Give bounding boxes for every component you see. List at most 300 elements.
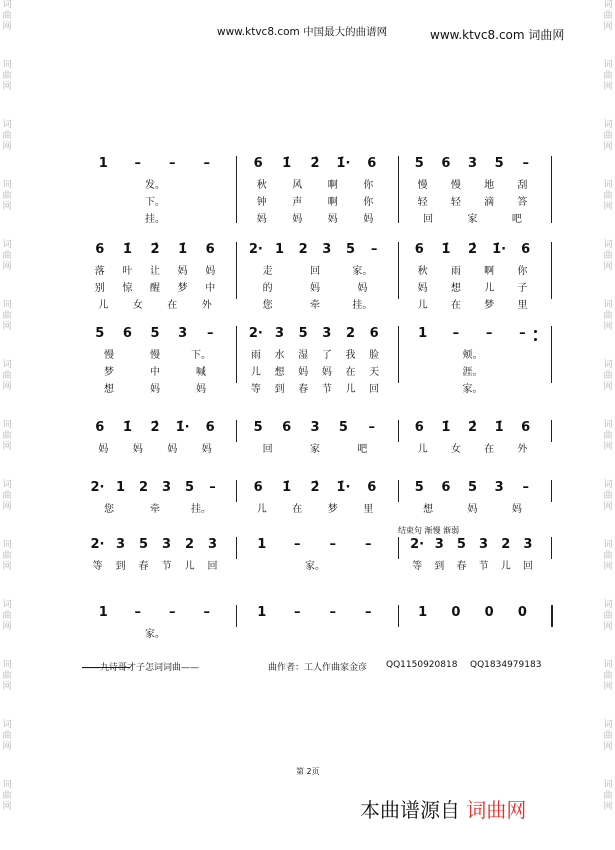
watermark-char: 词 <box>2 300 12 310</box>
lyric-char: 梦 <box>104 367 114 378</box>
note: 1 <box>274 242 285 257</box>
lyric-char: 妈 <box>363 214 374 225</box>
lyric-char: 儿 <box>250 367 261 378</box>
note: 2· <box>90 480 105 495</box>
lyric-char: 颊。 <box>462 350 483 361</box>
lyric-char: 妈 <box>167 444 178 455</box>
watermark-group <box>601 780 615 840</box>
lyric-char: 牵 <box>150 504 160 515</box>
lyric-char: 吧 <box>511 214 522 225</box>
watermark-char: 词 <box>2 480 12 490</box>
lyric-line <box>406 346 539 360</box>
source-site-link[interactable]: 词曲网 <box>466 798 527 822</box>
lyric-char: 节 <box>161 561 172 572</box>
watermark-char: 曲 <box>2 131 12 141</box>
watermark-char: 网 <box>603 622 613 632</box>
note: 1 <box>418 326 428 341</box>
watermark-char: 词 <box>603 780 613 790</box>
lyric-line <box>86 210 224 224</box>
watermark-char: 词 <box>2 720 12 730</box>
lyric-char: 秋 <box>256 180 267 191</box>
lyric-char: 你 <box>363 197 374 208</box>
watermark-char: 曲 <box>2 191 12 201</box>
lyric-char: 儿 <box>345 384 356 395</box>
watermark-char: 曲 <box>2 11 12 21</box>
bar-line <box>236 537 237 559</box>
lyric-line <box>244 500 386 514</box>
score-system <box>86 480 551 515</box>
note: 6 <box>369 326 379 341</box>
note: 2̇ <box>467 420 478 435</box>
bar-line <box>551 537 552 559</box>
lyric-char: 走 <box>262 266 273 277</box>
note: 6 <box>282 420 292 435</box>
note: – <box>522 156 529 171</box>
lyric-char: 雨 <box>250 350 261 361</box>
watermark-group <box>0 660 14 720</box>
note: 1 <box>257 537 267 552</box>
watermark-char: 词 <box>603 360 613 370</box>
watermark-group <box>0 360 14 420</box>
lyric-char: 啊 <box>327 180 338 191</box>
footer-qq-2: QQ1834979183 <box>470 660 542 670</box>
lyric-line <box>244 363 386 377</box>
note: 3 <box>161 537 172 552</box>
lyric-char: 妈 <box>321 367 332 378</box>
note: 2̇ <box>467 242 478 257</box>
watermark-group <box>601 480 615 540</box>
watermark-char: 词 <box>2 0 12 10</box>
lyric-char: 到 <box>434 561 445 572</box>
lyric-char: 下。 <box>191 350 211 361</box>
bar-line <box>551 420 552 442</box>
bar-line <box>398 537 399 559</box>
note-row <box>244 605 386 621</box>
note: – <box>370 242 378 257</box>
lyric-char: 儿 <box>256 504 267 515</box>
note: 5 <box>338 420 348 435</box>
note-row <box>86 242 224 258</box>
repeat-sign <box>534 326 548 346</box>
watermark-char: 网 <box>2 502 12 512</box>
note: 2 <box>298 242 308 257</box>
watermark-char: 曲 <box>603 251 613 261</box>
lyric-line <box>86 380 224 394</box>
watermark-char: 词 <box>603 240 613 250</box>
bar-line <box>551 480 552 502</box>
watermark-char: 词 <box>2 120 12 130</box>
lyric-char: 等 <box>92 561 103 572</box>
header-site-link[interactable]: www.ktvc8.com 词曲网 <box>430 28 565 42</box>
watermark-char: 曲 <box>603 371 613 381</box>
footer-credit: ——九诗哥才子怎词词曲—— <box>82 663 200 673</box>
note-row <box>86 480 224 496</box>
note: 5 <box>298 326 308 341</box>
lyric-char: 梦 <box>484 300 495 311</box>
lyric-line <box>244 210 386 224</box>
watermark-char: 曲 <box>2 371 12 381</box>
lyric-char: 子 <box>517 283 528 294</box>
lyric-char: 家。 <box>305 561 325 572</box>
lyric-line <box>406 262 539 276</box>
lyric-char: 妈 <box>132 444 143 455</box>
note: 5 <box>138 537 149 552</box>
note: 3 <box>322 242 332 257</box>
lyric-char: 儿 <box>500 561 511 572</box>
note: – <box>368 420 376 435</box>
note: – <box>522 480 529 495</box>
watermark-char: 网 <box>603 142 613 152</box>
lyric-char: 妈 <box>357 283 368 294</box>
watermark-char: 曲 <box>2 731 12 741</box>
note-row <box>86 420 224 436</box>
lyric-char: 家。 <box>462 384 483 395</box>
lyric-char: 喊 <box>196 367 206 378</box>
lyric-char: 回 <box>369 384 380 395</box>
lyric-char: 节 <box>478 561 489 572</box>
lyric-char: 雨 <box>450 266 461 277</box>
bar-line <box>236 242 237 299</box>
watermark-group <box>601 180 615 240</box>
lyric-char: 家 <box>467 214 478 225</box>
lyric-line <box>86 193 224 207</box>
note: 3 <box>322 326 332 341</box>
lyric-line <box>244 625 386 639</box>
lyric-char: 您 <box>104 504 114 515</box>
lyric-line <box>244 262 386 276</box>
note: – <box>134 156 141 171</box>
score-system <box>86 156 551 231</box>
lyric-char: 慢 <box>417 180 428 191</box>
lyric-char: 妈 <box>310 283 320 294</box>
note: 6 <box>367 156 377 171</box>
lyric-char: 发。 <box>145 180 165 191</box>
lyric-char: 挂。 <box>352 300 373 311</box>
note: 6 <box>521 420 531 435</box>
note: 2̇ <box>150 242 160 257</box>
lyric-char: 到 <box>274 384 285 395</box>
lyric-line <box>406 557 539 571</box>
watermark-char: 曲 <box>603 131 613 141</box>
watermark-char: 网 <box>2 622 12 632</box>
score-system <box>86 326 551 395</box>
watermark-char: 网 <box>603 502 613 512</box>
note-row <box>86 326 224 342</box>
note: – <box>329 605 336 620</box>
watermark-group <box>0 540 14 600</box>
lyric-char: 女 <box>132 300 143 311</box>
watermark-char: 网 <box>603 322 613 332</box>
note: 3 <box>310 420 320 435</box>
lyric-char: 女 <box>450 444 461 455</box>
lyric-char: 妈 <box>327 214 338 225</box>
note: – <box>365 605 372 620</box>
watermark-char: 曲 <box>603 611 613 621</box>
note: – <box>203 605 210 620</box>
note: 5 <box>184 480 195 495</box>
note: 5 <box>150 326 160 341</box>
note: 5 <box>414 480 424 495</box>
lyric-char: 节 <box>321 384 332 395</box>
note: 3 <box>178 326 188 341</box>
lyric-char: 醒 <box>150 283 160 294</box>
note: 2· <box>248 242 263 257</box>
lyric-line <box>406 500 539 514</box>
watermark-char: 曲 <box>2 671 12 681</box>
lyric-char: 儿 <box>98 300 109 311</box>
watermark-left-column <box>0 0 14 850</box>
lyric-line <box>244 557 386 571</box>
score-system <box>86 605 551 640</box>
lyric-char: 挂。 <box>191 504 211 515</box>
lyric-line <box>244 440 386 454</box>
bar-line <box>551 156 552 223</box>
note: 2 <box>138 480 149 495</box>
note: 1̇ <box>122 420 132 435</box>
watermark-char: 词 <box>2 360 12 370</box>
note: 3 <box>479 537 489 552</box>
note: 0 <box>484 605 494 620</box>
note: 1̇ <box>122 242 132 257</box>
watermark-char: 网 <box>2 322 12 332</box>
note: 1̇· <box>175 420 190 435</box>
lyric-line <box>244 380 386 394</box>
note: 1̇ <box>494 420 504 435</box>
watermark-char: 曲 <box>603 311 613 321</box>
note: 3 <box>467 156 478 171</box>
lyric-line <box>406 176 539 190</box>
note: 3 <box>161 480 172 495</box>
watermark-char: 网 <box>2 22 12 32</box>
note: 6 <box>441 156 451 171</box>
lyric-char: 回 <box>310 266 320 277</box>
watermark-char: 网 <box>603 802 613 812</box>
note: 6 <box>205 242 215 257</box>
lyric-char: 别 <box>94 283 105 294</box>
watermark-char: 网 <box>2 442 12 452</box>
lyric-char: 涯。 <box>462 367 483 378</box>
note: 5 <box>345 242 356 257</box>
note: 1̇ <box>178 242 188 257</box>
note: 0 <box>517 605 527 620</box>
lyric-char: 轻 <box>450 197 461 208</box>
lyric-char: 外 <box>201 300 212 311</box>
watermark-char: 网 <box>2 382 12 392</box>
note-row <box>244 242 386 258</box>
watermark-char: 曲 <box>2 311 12 321</box>
lyric-char: 妈 <box>150 384 160 395</box>
watermark-char: 网 <box>2 262 12 272</box>
note: 2 <box>501 537 511 552</box>
lyric-char: 家。 <box>352 266 373 277</box>
watermark-char: 网 <box>603 742 613 752</box>
watermark-group <box>0 780 14 840</box>
lyric-line <box>86 440 224 454</box>
watermark-char: 网 <box>603 682 613 692</box>
lyric-char: 你 <box>363 180 374 191</box>
lyric-char: 妈 <box>205 266 216 277</box>
lyric-char: 滴 <box>484 197 495 208</box>
bar-line <box>398 420 399 442</box>
watermark-char: 网 <box>2 682 12 692</box>
watermark-char: 曲 <box>603 731 613 741</box>
lyric-char: 妈 <box>256 214 267 225</box>
watermark-char: 曲 <box>603 71 613 81</box>
watermark-char: 网 <box>603 82 613 92</box>
lyric-char: 湿 <box>298 350 309 361</box>
watermark-char: 网 <box>603 22 613 32</box>
watermark-char: 曲 <box>603 551 613 561</box>
watermark-char: 网 <box>2 802 12 812</box>
watermark-char: 词 <box>603 180 613 190</box>
watermark-char: 词 <box>603 0 613 10</box>
watermark-group <box>0 600 14 660</box>
note-row <box>406 537 539 553</box>
lyric-line <box>86 625 224 639</box>
lyric-char: 答 <box>517 197 528 208</box>
note: 2· <box>90 537 105 552</box>
watermark-char: 曲 <box>2 71 12 81</box>
note: 1̇ <box>441 420 451 435</box>
note: 6 <box>521 242 531 257</box>
note-row <box>406 605 539 621</box>
lyric-line <box>406 279 539 293</box>
lyric-char: 在 <box>345 367 356 378</box>
watermark-char: 曲 <box>603 491 613 501</box>
note-row <box>406 420 539 436</box>
note: 3 <box>523 537 533 552</box>
watermark-char: 词 <box>2 240 12 250</box>
note-row <box>406 480 539 496</box>
lyric-char: 妈 <box>201 444 212 455</box>
lyric-char: 妈 <box>467 504 478 515</box>
watermark-char: 词 <box>603 60 613 70</box>
watermark-char: 网 <box>2 202 12 212</box>
watermark-char: 曲 <box>603 791 613 801</box>
lyric-char: 你 <box>517 266 528 277</box>
lyric-line <box>406 440 539 454</box>
note-row <box>244 420 386 436</box>
note: 5 <box>414 156 424 171</box>
watermark-char: 词 <box>603 720 613 730</box>
note: – <box>169 156 176 171</box>
watermark-char: 曲 <box>2 551 12 561</box>
lyric-char: 想 <box>450 283 461 294</box>
lyric-char: 家 <box>310 444 320 455</box>
lyric-char: 回 <box>262 444 273 455</box>
watermark-char: 词 <box>603 660 613 670</box>
watermark-char: 曲 <box>2 791 12 801</box>
watermark-char: 曲 <box>603 191 613 201</box>
watermark-char: 网 <box>2 142 12 152</box>
note: 1̇ <box>441 242 451 257</box>
lyric-char: 慢 <box>150 350 160 361</box>
watermark-char: 网 <box>603 562 613 572</box>
lyric-line <box>244 193 386 207</box>
note: 1 <box>418 605 428 620</box>
watermark-group <box>601 300 615 360</box>
lyric-char: 在 <box>292 504 303 515</box>
lyric-line <box>406 380 539 394</box>
lyric-char: 轻 <box>417 197 428 208</box>
note-row <box>86 605 224 621</box>
lyric-char: 妈 <box>417 283 428 294</box>
lyric-char: 春 <box>298 384 309 395</box>
lyric-char: 您 <box>262 300 273 311</box>
lyric-char: 的 <box>262 283 273 294</box>
lyric-char: 等 <box>250 384 261 395</box>
lyric-line <box>86 279 224 293</box>
note: – <box>294 605 301 620</box>
note: 6 <box>253 480 263 495</box>
note: 2 <box>184 537 195 552</box>
lyric-char: 叶 <box>122 266 133 277</box>
note: 3 <box>207 537 218 552</box>
watermark-char: 网 <box>603 382 613 392</box>
watermark-char: 曲 <box>603 671 613 681</box>
note: 6 <box>414 242 424 257</box>
lyric-char: 妈 <box>196 384 206 395</box>
score-system <box>86 242 551 311</box>
note: 6 <box>122 326 132 341</box>
score-system <box>86 420 551 455</box>
lyric-line <box>406 296 539 310</box>
note: – <box>485 326 493 341</box>
note: – <box>134 605 141 620</box>
watermark-char: 词 <box>2 60 12 70</box>
bar-line <box>551 326 552 383</box>
lyric-line <box>86 557 224 571</box>
watermark-char: 词 <box>603 120 613 130</box>
source-prefix: 本曲谱源自 <box>360 798 460 822</box>
ending-annotation: 结束句 渐慢 渐弱 <box>398 526 460 535</box>
watermark-char: 词 <box>603 480 613 490</box>
lyric-char: 儿 <box>484 283 495 294</box>
note: 5 <box>467 480 478 495</box>
lyric-line <box>406 363 539 377</box>
bar-line <box>551 605 553 627</box>
bar-line <box>398 326 399 383</box>
watermark-char: 词 <box>603 540 613 550</box>
lyric-char: 啊 <box>484 266 495 277</box>
note: 2· <box>410 537 425 552</box>
lyric-char: 儿 <box>417 300 428 311</box>
bar-line <box>236 420 237 442</box>
lyric-char: 外 <box>517 444 528 455</box>
note: 2 <box>345 326 356 341</box>
lyric-char: 慢 <box>104 350 114 361</box>
watermark-group <box>0 60 14 120</box>
lyric-char: 想 <box>274 367 285 378</box>
note: 5 <box>456 537 466 552</box>
lyric-char: 回 <box>207 561 218 572</box>
note: 6 <box>441 480 451 495</box>
lyric-char: 春 <box>456 561 467 572</box>
lyric-char: 在 <box>484 444 495 455</box>
watermark-char: 词 <box>2 660 12 670</box>
bar-line <box>551 242 552 299</box>
lyric-char: 惊 <box>122 283 133 294</box>
note: 5 <box>95 326 105 341</box>
lyric-char: 下。 <box>145 197 165 208</box>
watermark-group <box>0 0 14 60</box>
watermark-group <box>0 120 14 180</box>
lyric-char: 妈 <box>98 444 109 455</box>
lyric-char: 等 <box>412 561 423 572</box>
bar-line <box>236 326 237 383</box>
note-row <box>86 156 224 172</box>
note: 3 <box>494 480 504 495</box>
